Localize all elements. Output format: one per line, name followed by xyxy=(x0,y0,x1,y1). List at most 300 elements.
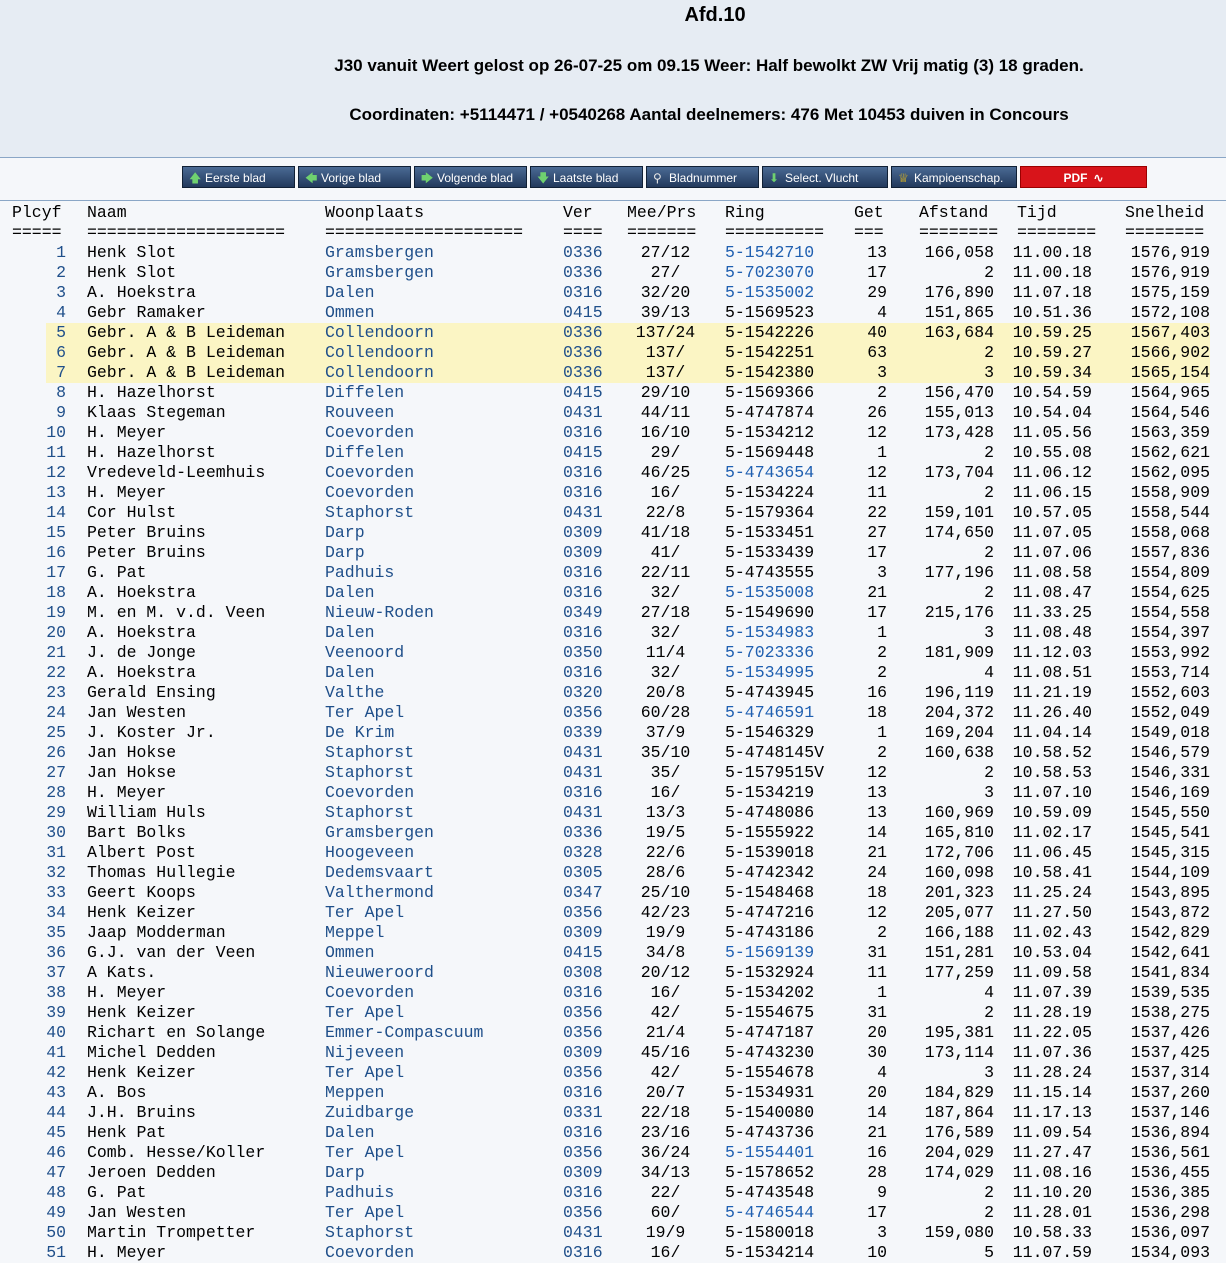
table-row-distance: 166,188 xyxy=(924,923,994,942)
table-row-club: 0316 xyxy=(563,583,603,602)
table-row-participants: 16/ xyxy=(650,983,681,1002)
championship-label: Kampioenschap. xyxy=(914,171,1004,185)
table-row-time: 11.33.25 xyxy=(1012,603,1092,622)
table-row-ring[interactable]: 5-7023070 xyxy=(725,263,815,282)
table-row-entered: 30 xyxy=(867,1043,887,1062)
table-row-ring: 5-1579364 xyxy=(725,503,815,522)
table-row-place: 36 xyxy=(46,943,66,962)
table-row-entered: 12 xyxy=(867,463,887,482)
table-row-speed: 1536,894 xyxy=(1130,1123,1210,1142)
table-row-speed: 1537,426 xyxy=(1130,1023,1210,1042)
table-row-distance: 205,077 xyxy=(924,903,994,922)
table-row-place: 28 xyxy=(46,783,66,802)
table-row-name: Michel Dedden xyxy=(87,1043,216,1062)
table-row-time: 11.07.06 xyxy=(1012,543,1092,562)
table-row-entered: 18 xyxy=(867,883,887,902)
select-flight-button[interactable] xyxy=(762,166,888,188)
table-row-name: H. Meyer xyxy=(87,783,167,802)
table-row-club: 0316 xyxy=(563,1183,603,1202)
table-row-participants: 19/5 xyxy=(645,823,686,842)
table-row-distance: 172,706 xyxy=(924,843,994,862)
table-row-name: A. Hoekstra xyxy=(87,583,196,602)
table-row-place: 32 xyxy=(46,863,66,882)
table-row-time: 11.07.36 xyxy=(1012,1043,1092,1062)
table-row-ring[interactable]: 5-4743654 xyxy=(725,463,815,482)
table-row-name: H. Meyer xyxy=(87,483,167,502)
table-row-speed: 1536,298 xyxy=(1130,1203,1210,1222)
table-row-place: 42 xyxy=(46,1063,66,1082)
table-row-name: Martin Trompetter xyxy=(87,1223,256,1242)
table-row-name: Gebr. A & B Leideman xyxy=(87,343,286,362)
table-row-speed: 1542,829 xyxy=(1130,923,1210,942)
table-row-residence: Collendoorn xyxy=(325,323,434,342)
table-row-name: Jan Westen xyxy=(87,703,187,722)
table-row-participants: 27/12 xyxy=(640,243,691,262)
table-row-name: G. Pat xyxy=(87,1183,147,1202)
table-row-distance: 3 xyxy=(984,623,994,642)
column-header-participants: Mee/Prs xyxy=(627,203,697,222)
table-row-club: 0336 xyxy=(563,343,603,362)
table-row-ring: 5-4743230 xyxy=(725,1043,815,1062)
table-row-distance: 166,058 xyxy=(924,243,994,262)
table-row-speed: 1566,902 xyxy=(1130,343,1210,362)
table-row-club: 0308 xyxy=(563,963,603,982)
table-row-place: 38 xyxy=(46,983,66,1002)
table-row-participants: 137/ xyxy=(645,343,686,362)
table-row-time: 10.54.59 xyxy=(1012,383,1092,402)
table-row-speed: 1536,097 xyxy=(1130,1223,1210,1242)
table-row-distance: 3 xyxy=(984,363,994,382)
table-row-time: 11.17.13 xyxy=(1012,1103,1092,1122)
table-row-place: 19 xyxy=(46,603,66,622)
table-row-club: 0339 xyxy=(563,723,603,742)
table-row-distance: 201,323 xyxy=(924,883,994,902)
table-row-name: H. Meyer xyxy=(87,1243,167,1262)
table-row-distance: 196,119 xyxy=(924,683,994,702)
table-row-time: 11.07.18 xyxy=(1012,283,1092,302)
table-row-participants: 32/ xyxy=(650,623,681,642)
table-row-name: Jan Westen xyxy=(87,1203,187,1222)
table-row-ring: 5-1549690 xyxy=(725,603,815,622)
table-row-residence: Gramsbergen xyxy=(325,823,434,842)
table-row-ring: 5-4743186 xyxy=(725,923,815,942)
table-row-residence: Valthe xyxy=(325,683,385,702)
first-page-button[interactable] xyxy=(182,166,295,188)
table-row-name: William Huls xyxy=(87,803,206,822)
table-row-distance: 174,650 xyxy=(924,523,994,542)
table-row-club: 0316 xyxy=(563,283,603,302)
table-row-name: Henk Pat xyxy=(87,1123,167,1142)
table-row-name: Gebr. A & B Leideman xyxy=(87,323,286,342)
table-row-ring: 5-1542251 xyxy=(725,343,815,362)
table-row-name: A. Hoekstra xyxy=(87,623,196,642)
table-row-club: 0336 xyxy=(563,263,603,282)
table-row-name: J. Koster Jr. xyxy=(87,723,216,742)
table-row-club: 0415 xyxy=(563,303,603,322)
last-page-button[interactable] xyxy=(530,166,643,188)
table-row-ring[interactable]: 5-1535008 xyxy=(725,583,815,602)
table-row-entered: 20 xyxy=(867,1023,887,1042)
table-row-place: 18 xyxy=(46,583,66,602)
column-separator-entered: === xyxy=(854,223,884,242)
table-row-entered: 2 xyxy=(877,923,887,942)
table-row-ring: 5-1579515V xyxy=(725,763,825,782)
table-row-distance: 177,196 xyxy=(924,563,994,582)
table-row-place: 35 xyxy=(46,923,66,942)
table-row-residence: Ommen xyxy=(325,303,375,322)
table-row-entered: 17 xyxy=(867,603,887,622)
table-row-time: 11.28.19 xyxy=(1012,1003,1092,1022)
table-row-entered: 17 xyxy=(867,1203,887,1222)
table-row-participants: 21/4 xyxy=(645,1023,686,1042)
table-row-place: 47 xyxy=(46,1163,66,1182)
table-row-club: 0320 xyxy=(563,683,603,702)
table-row-place: 14 xyxy=(46,503,66,522)
table-row-ring[interactable]: 5-4746591 xyxy=(725,703,815,722)
table-row-time: 11.08.58 xyxy=(1012,563,1092,582)
table-row-distance: 215,176 xyxy=(924,603,994,622)
table-row-club: 0316 xyxy=(563,483,603,502)
table-row-distance: 204,029 xyxy=(924,1143,994,1162)
table-row-residence: Dalen xyxy=(325,283,375,302)
table-row-entered: 3 xyxy=(877,363,887,382)
table-row-distance: 177,259 xyxy=(924,963,994,982)
table-row-distance: 173,704 xyxy=(924,463,994,482)
table-row-participants: 41/ xyxy=(650,543,681,562)
table-row-entered: 2 xyxy=(877,663,887,682)
table-row-entered: 18 xyxy=(867,703,887,722)
table-row-name: M. en M. v.d. Veen xyxy=(87,603,266,622)
table-row-entered: 4 xyxy=(877,303,887,322)
table-row-distance: 160,638 xyxy=(924,743,994,762)
table-row-residence: Staphorst xyxy=(325,763,415,782)
table-row-place: 33 xyxy=(46,883,66,902)
table-row-club: 0316 xyxy=(563,1243,603,1262)
table-row-residence: Collendoorn xyxy=(325,363,434,382)
table-row-distance: 169,204 xyxy=(924,723,994,742)
table-row-distance: 176,890 xyxy=(924,283,994,302)
table-row-speed: 1545,315 xyxy=(1130,843,1210,862)
flight-info: J30 vanuit Weert gelost op 26-07-25 om 09.15 Weer: Half bewolkt ZW Vrij matig (3) 18 graden. xyxy=(334,56,1084,75)
table-row-place: 9 xyxy=(56,403,66,422)
table-row-ring[interactable]: 5-1569139 xyxy=(725,943,815,962)
table-row-ring: 5-4743736 xyxy=(725,1123,815,1142)
table-row-distance: 195,381 xyxy=(924,1023,994,1042)
page-header xyxy=(0,0,1226,158)
table-row-name: Comb. Hesse/Koller xyxy=(87,1143,266,1162)
table-row-distance: 3 xyxy=(984,1063,994,1082)
table-row-club: 0336 xyxy=(563,363,603,382)
table-row-club: 0316 xyxy=(563,463,603,482)
table-row-club: 0331 xyxy=(563,1103,603,1122)
table-row-participants: 34/8 xyxy=(645,943,686,962)
table-row-name: Vredeveld-Leemhuis xyxy=(87,463,266,482)
table-row-ring[interactable]: 5-1534983 xyxy=(725,623,815,642)
table-row-residence: Padhuis xyxy=(325,1183,395,1202)
table-row-name: H. Hazelhorst xyxy=(87,383,216,402)
table-row-participants: 137/ xyxy=(645,363,686,382)
table-row-entered: 2 xyxy=(877,643,887,662)
table-row-time: 10.59.27 xyxy=(1012,343,1092,362)
table-row-ring: 5-4748145V xyxy=(725,743,825,762)
table-row-name: Thomas Hullegie xyxy=(87,863,236,882)
table-row-time: 10.53.04 xyxy=(1012,943,1092,962)
table-row-distance: 156,470 xyxy=(924,383,994,402)
table-row-name: G. Pat xyxy=(87,563,147,582)
table-row-distance: 2 xyxy=(984,483,994,502)
table-row-ring[interactable]: 5-1535002 xyxy=(725,283,815,302)
crown-icon: ♕ xyxy=(898,171,909,185)
table-row-residence: Ter Apel xyxy=(325,903,405,922)
table-row-name: A. Bos xyxy=(87,1083,147,1102)
table-row-speed: 1545,541 xyxy=(1130,823,1210,842)
table-row-residence: Ommen xyxy=(325,943,375,962)
table-row-entered: 17 xyxy=(867,263,887,282)
table-row-ring: 5-1534219 xyxy=(725,783,815,802)
table-row-name: J.H. Bruins xyxy=(87,1103,196,1122)
next-page-button[interactable] xyxy=(414,166,527,188)
table-row-entered: 31 xyxy=(867,943,887,962)
table-row-time: 11.06.12 xyxy=(1012,463,1092,482)
table-row-place: 17 xyxy=(46,563,66,582)
table-row-entered: 1 xyxy=(877,443,887,462)
table-row-residence: De Krim xyxy=(325,723,395,742)
table-row-participants: 39/13 xyxy=(640,303,691,322)
table-row-participants: 32/20 xyxy=(640,283,691,302)
table-row-distance: 174,029 xyxy=(924,1163,994,1182)
table-row-time: 10.57.05 xyxy=(1012,503,1092,522)
table-row-residence: Dalen xyxy=(325,1123,375,1142)
table-row-residence: Diffelen xyxy=(325,443,405,462)
table-row-ring: 5-4743945 xyxy=(725,683,815,702)
table-row-place: 29 xyxy=(46,803,66,822)
table-row-club: 0316 xyxy=(563,423,603,442)
table-row-club: 0316 xyxy=(563,663,603,682)
table-row-entered: 9 xyxy=(877,1183,887,1202)
table-row-time: 11.04.14 xyxy=(1012,723,1092,742)
table-row-participants: 28/6 xyxy=(645,863,686,882)
table-row-time: 10.59.34 xyxy=(1012,363,1092,382)
table-row-speed: 1552,049 xyxy=(1130,703,1210,722)
table-row-entered: 14 xyxy=(867,823,887,842)
table-row-residence: Coevorden xyxy=(325,463,415,482)
table-row-speed: 1558,909 xyxy=(1130,483,1210,502)
table-row-name: Jaap Modderman xyxy=(87,923,226,942)
table-row-participants: 35/ xyxy=(650,763,681,782)
table-row-participants: 22/6 xyxy=(645,843,686,862)
table-row-residence: Padhuis xyxy=(325,563,395,582)
table-row-distance: 5 xyxy=(984,1243,994,1262)
table-row-ring: 5-1580018 xyxy=(725,1223,815,1242)
table-row-place: 24 xyxy=(46,703,66,722)
table-row-residence: Zuidbarge xyxy=(325,1103,415,1122)
acrobat-icon: ∿ xyxy=(1093,171,1104,185)
table-row-club: 0309 xyxy=(563,923,603,942)
table-row-time: 11.05.56 xyxy=(1012,423,1092,442)
table-row-club: 0415 xyxy=(563,943,603,962)
table-row-ring: 5-1534202 xyxy=(725,983,815,1002)
table-row-time: 11.25.24 xyxy=(1012,883,1092,902)
table-row-residence: Ter Apel xyxy=(325,1003,405,1022)
table-row-name: H. Hazelhorst xyxy=(87,443,216,462)
table-row-residence: Darp xyxy=(325,543,365,562)
table-row-name: Peter Bruins xyxy=(87,523,206,542)
table-row-place: 20 xyxy=(46,623,66,642)
table-row-club: 0431 xyxy=(563,1223,603,1242)
table-row-club: 0431 xyxy=(563,503,603,522)
table-row-club: 0336 xyxy=(563,823,603,842)
table-row-ring[interactable]: 5-1534995 xyxy=(725,663,815,682)
table-row-speed: 1549,018 xyxy=(1130,723,1210,742)
table-row-entered: 1 xyxy=(877,623,887,642)
table-row-time: 11.09.58 xyxy=(1012,963,1092,982)
table-row-club: 0356 xyxy=(563,1143,603,1162)
table-row-distance: 4 xyxy=(984,983,994,1002)
table-row-speed: 1572,108 xyxy=(1130,303,1210,322)
column-header-club: Ver xyxy=(563,203,593,222)
table-row-place: 37 xyxy=(46,963,66,982)
table-row-club: 0305 xyxy=(563,863,603,882)
table-row-name: Gerald Ensing xyxy=(87,683,216,702)
table-row-speed: 1541,834 xyxy=(1130,963,1210,982)
table-row-club: 0356 xyxy=(563,703,603,722)
table-row-name: Albert Post xyxy=(87,843,196,862)
table-row-entered: 1 xyxy=(877,983,887,1002)
table-row-distance: 173,428 xyxy=(924,423,994,442)
table-row-distance: 2 xyxy=(984,583,994,602)
select-flight-label: Select. Vlucht xyxy=(785,171,859,185)
arrow-up-icon: 🡅 xyxy=(189,171,202,185)
table-row-time: 11.07.10 xyxy=(1012,783,1092,802)
table-row-ring: 5-4743548 xyxy=(725,1183,815,1202)
table-row-place: 3 xyxy=(56,283,66,302)
column-header-distance: Afstand xyxy=(919,203,989,222)
table-row-speed: 1552,603 xyxy=(1130,683,1210,702)
table-row-time: 11.02.43 xyxy=(1012,923,1092,942)
table-row-club: 0349 xyxy=(563,603,603,622)
table-row-participants: 22/ xyxy=(650,1183,681,1202)
table-row-name: Cor Hulst xyxy=(87,503,177,522)
table-row-entered: 22 xyxy=(867,503,887,522)
table-row-participants: 46/25 xyxy=(640,463,691,482)
table-row-speed: 1554,625 xyxy=(1130,583,1210,602)
coordinates-info: Coordinaten: +5114471 / +0540268 Aantal deelnemers: 476 Met 10453 duiven in Concours xyxy=(349,105,1069,124)
table-row-speed: 1537,146 xyxy=(1130,1103,1210,1122)
column-separator-place: ===== xyxy=(12,223,62,242)
table-row-club: 0316 xyxy=(563,983,603,1002)
table-row-residence: Hoogeveen xyxy=(325,843,415,862)
table-row-participants: 20/8 xyxy=(645,683,686,702)
table-row-participants: 37/9 xyxy=(645,723,686,742)
table-row-time: 10.58.53 xyxy=(1012,763,1092,782)
table-row-time: 11.09.54 xyxy=(1012,1123,1092,1142)
table-row-speed: 1567,403 xyxy=(1130,323,1210,342)
table-row-place: 5 xyxy=(56,323,66,342)
table-row-entered: 10 xyxy=(867,1243,887,1262)
table-row-ring: 5-1578652 xyxy=(725,1163,815,1182)
table-row-name: Jan Hokse xyxy=(87,743,177,762)
table-row-speed: 1576,919 xyxy=(1130,263,1210,282)
table-row-time: 11.00.18 xyxy=(1012,243,1092,262)
table-row-residence: Coevorden xyxy=(325,423,415,442)
table-row-place: 43 xyxy=(46,1083,66,1102)
table-row-speed: 1544,109 xyxy=(1130,863,1210,882)
table-row-participants: 42/23 xyxy=(640,903,691,922)
table-row-name: A. Hoekstra xyxy=(87,283,196,302)
column-header-residence: Woonplaats xyxy=(325,203,425,222)
table-row-speed: 1537,260 xyxy=(1130,1083,1210,1102)
table-row-time: 11.07.05 xyxy=(1012,523,1092,542)
table-row-name: Henk Keizer xyxy=(87,903,196,922)
page-title: Afd.10 xyxy=(684,4,746,26)
championship-button[interactable] xyxy=(891,166,1017,188)
page-number-button[interactable] xyxy=(646,166,759,188)
table-row-participants: 137/24 xyxy=(635,323,696,342)
table-row-ring[interactable]: 5-7023336 xyxy=(725,643,815,662)
table-row-entered: 12 xyxy=(867,903,887,922)
table-row-participants: 16/10 xyxy=(640,423,691,442)
table-row-participants: 29/ xyxy=(650,443,681,462)
table-row-distance: 160,969 xyxy=(924,803,994,822)
table-row-ring: 5-1534212 xyxy=(725,423,815,442)
table-row-time: 10.59.25 xyxy=(1012,323,1092,342)
table-row-distance: 181,909 xyxy=(924,643,994,662)
table-row-entered: 12 xyxy=(867,423,887,442)
table-row-participants: 16/ xyxy=(650,783,681,802)
table-row-residence: Nieuweroord xyxy=(325,963,434,982)
table-row-ring[interactable]: 5-1554401 xyxy=(725,1143,815,1162)
previous-page-label: Vorige blad xyxy=(321,171,382,185)
table-row-time: 11.06.15 xyxy=(1012,483,1092,502)
table-row-distance: 2 xyxy=(984,763,994,782)
table-row-entered: 1 xyxy=(877,723,887,742)
table-row-ring: 5-4747216 xyxy=(725,903,815,922)
table-row-ring[interactable]: 5-1542710 xyxy=(725,243,815,262)
table-row-ring[interactable]: 5-4746544 xyxy=(725,1203,815,1222)
table-row-club: 0309 xyxy=(563,1043,603,1062)
table-row-distance: 3 xyxy=(984,783,994,802)
table-row-ring: 5-1539018 xyxy=(725,843,815,862)
table-row-club: 0356 xyxy=(563,1003,603,1022)
table-row-ring: 5-1554678 xyxy=(725,1063,815,1082)
table-row-name: A Kats. xyxy=(87,963,157,982)
table-row-residence: Meppen xyxy=(325,1083,385,1102)
table-row-residence: Gramsbergen xyxy=(325,243,434,262)
table-row-participants: 19/9 xyxy=(645,923,686,942)
table-row-ring: 5-1542380 xyxy=(725,363,815,382)
table-row-participants: 13/3 xyxy=(645,803,686,822)
table-row-speed: 1536,561 xyxy=(1130,1143,1210,1162)
table-row-residence: Coevorden xyxy=(325,483,415,502)
table-row-time: 11.26.40 xyxy=(1012,703,1092,722)
table-row-time: 10.59.09 xyxy=(1012,803,1092,822)
table-row-residence: Dedemsvaart xyxy=(325,863,434,882)
table-row-entered: 20 xyxy=(867,1083,887,1102)
table-row-place: 48 xyxy=(46,1183,66,1202)
table-row-residence: Staphorst xyxy=(325,743,415,762)
table-row-name: Henk Slot xyxy=(87,263,177,282)
previous-page-button[interactable] xyxy=(298,166,411,188)
table-row-residence: Staphorst xyxy=(325,1223,415,1242)
table-row-distance: 160,098 xyxy=(924,863,994,882)
table-row-distance: 204,372 xyxy=(924,703,994,722)
table-row-time: 10.58.52 xyxy=(1012,743,1092,762)
table-row-place: 25 xyxy=(46,723,66,742)
table-row-entered: 2 xyxy=(877,383,887,402)
pdf-button[interactable] xyxy=(1020,166,1147,188)
table-row-name: Gebr Ramaker xyxy=(87,303,206,322)
table-row-time: 11.08.47 xyxy=(1012,583,1092,602)
